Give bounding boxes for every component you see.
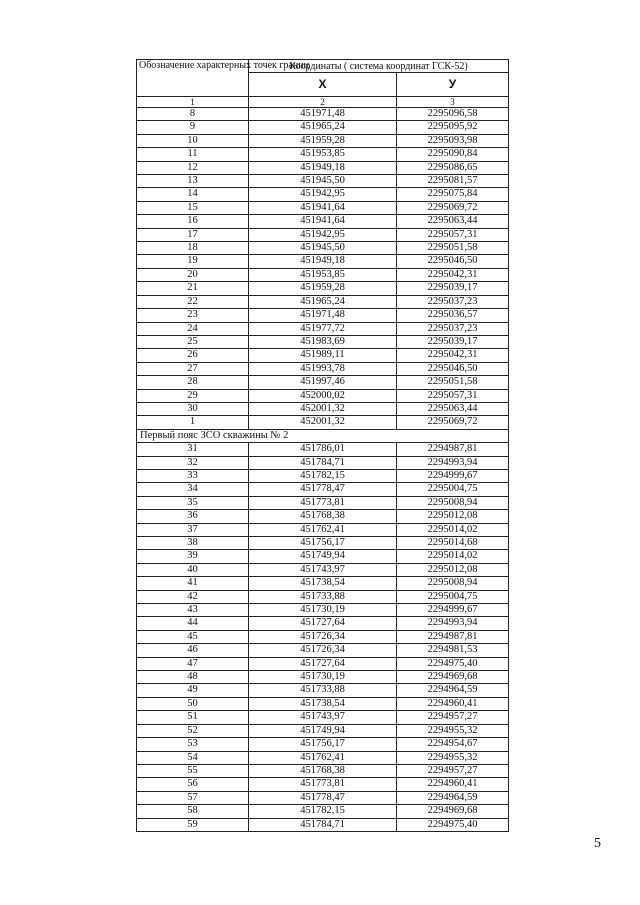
coord-x: 451727,64 <box>249 617 397 630</box>
table-row <box>137 443 509 456</box>
point-number: 17 <box>137 228 249 241</box>
coord-x: 451959,28 <box>249 282 397 295</box>
table-row <box>137 764 509 777</box>
table-row <box>137 791 509 804</box>
table-row <box>137 604 509 617</box>
coord-x: 451782,15 <box>249 805 397 818</box>
coord-y: 2295086,65 <box>397 161 509 174</box>
point-number: 10 <box>137 134 249 147</box>
column-number-3: 3 <box>397 97 509 108</box>
table-row <box>137 322 509 335</box>
coord-x: 451727,64 <box>249 657 397 670</box>
table-row <box>137 148 509 161</box>
coord-x: 451762,41 <box>249 523 397 536</box>
header-y: У <box>397 73 509 97</box>
table-row <box>137 402 509 415</box>
point-number: 9 <box>137 121 249 134</box>
point-number: 45 <box>137 630 249 643</box>
coord-x: 451993,78 <box>249 362 397 375</box>
coord-y: 2295042,31 <box>397 268 509 281</box>
table-row <box>137 349 509 362</box>
point-number: 36 <box>137 510 249 523</box>
table-row <box>137 751 509 764</box>
table-row <box>137 657 509 670</box>
point-number: 12 <box>137 161 249 174</box>
point-number: 48 <box>137 671 249 684</box>
table-row <box>137 215 509 228</box>
point-number: 56 <box>137 778 249 791</box>
header-x: X <box>249 73 397 97</box>
coord-x: 451983,69 <box>249 335 397 348</box>
coord-y: 2294964,59 <box>397 684 509 697</box>
point-number: 13 <box>137 175 249 188</box>
point-number: 23 <box>137 309 249 322</box>
section-row <box>137 429 509 442</box>
coord-x: 452001,32 <box>249 416 397 429</box>
point-number: 41 <box>137 577 249 590</box>
table-row <box>137 644 509 657</box>
point-number: 43 <box>137 604 249 617</box>
coord-y: 2294999,67 <box>397 604 509 617</box>
point-number: 53 <box>137 738 249 751</box>
point-number: 29 <box>137 389 249 402</box>
coord-y: 2294957,27 <box>397 764 509 777</box>
table-row <box>137 255 509 268</box>
coord-y: 2295012,08 <box>397 510 509 523</box>
coord-x: 451784,71 <box>249 818 397 831</box>
coord-x: 451942,95 <box>249 228 397 241</box>
coord-x: 451971,48 <box>249 108 397 121</box>
coord-x: 451941,64 <box>249 201 397 214</box>
table-row <box>137 617 509 630</box>
table-row <box>137 563 509 576</box>
coord-x: 451953,85 <box>249 148 397 161</box>
point-number: 28 <box>137 376 249 389</box>
coord-y: 2294964,59 <box>397 791 509 804</box>
point-number: 32 <box>137 456 249 469</box>
point-number: 38 <box>137 537 249 550</box>
table-row <box>137 590 509 603</box>
coord-y: 2295039,17 <box>397 282 509 295</box>
point-number: 20 <box>137 268 249 281</box>
coord-y: 2295004,75 <box>397 590 509 603</box>
coord-y: 2294981,53 <box>397 644 509 657</box>
point-number: 16 <box>137 215 249 228</box>
table-row <box>137 161 509 174</box>
coord-x: 451773,81 <box>249 496 397 509</box>
table-row <box>137 724 509 737</box>
point-number: 8 <box>137 108 249 121</box>
coord-x: 451726,34 <box>249 644 397 657</box>
coord-x: 451784,71 <box>249 456 397 469</box>
table-row <box>137 362 509 375</box>
table-row <box>137 818 509 831</box>
table-row <box>137 309 509 322</box>
coord-y: 2295014,68 <box>397 537 509 550</box>
table-row <box>137 335 509 348</box>
point-number: 52 <box>137 724 249 737</box>
point-number: 18 <box>137 242 249 255</box>
coord-x: 451989,11 <box>249 349 397 362</box>
column-number-2: 2 <box>249 97 397 108</box>
coord-y: 2295095,92 <box>397 121 509 134</box>
coord-y: 2295037,23 <box>397 295 509 308</box>
coord-y: 2294969,68 <box>397 805 509 818</box>
coord-y: 2295014,02 <box>397 523 509 536</box>
coord-x: 451953,85 <box>249 268 397 281</box>
coord-x: 451733,88 <box>249 590 397 603</box>
point-number: 25 <box>137 335 249 348</box>
coord-y: 2295075,84 <box>397 188 509 201</box>
point-number: 54 <box>137 751 249 764</box>
point-number: 22 <box>137 295 249 308</box>
coord-x: 451749,94 <box>249 550 397 563</box>
header-row <box>137 60 509 73</box>
coord-x: 451768,38 <box>249 510 397 523</box>
coord-y: 2294999,67 <box>397 469 509 482</box>
table-row <box>137 630 509 643</box>
coordinates-table <box>136 59 509 832</box>
point-number: 37 <box>137 523 249 536</box>
coord-y: 2294954,67 <box>397 738 509 751</box>
coord-x: 451778,47 <box>249 483 397 496</box>
coord-y: 2294960,41 <box>397 697 509 710</box>
coord-y: 2294993,94 <box>397 617 509 630</box>
coord-x: 451941,64 <box>249 215 397 228</box>
table-row <box>137 537 509 550</box>
table-row <box>137 697 509 710</box>
table-row <box>137 738 509 751</box>
coord-y: 2294957,27 <box>397 711 509 724</box>
point-number: 14 <box>137 188 249 201</box>
point-number: 35 <box>137 496 249 509</box>
point-number: 27 <box>137 362 249 375</box>
table-row <box>137 268 509 281</box>
point-number: 51 <box>137 711 249 724</box>
table-row <box>137 523 509 536</box>
point-number: 15 <box>137 201 249 214</box>
table-row <box>137 550 509 563</box>
coord-y: 2295036,57 <box>397 309 509 322</box>
point-number: 50 <box>137 697 249 710</box>
coord-x: 451965,24 <box>249 121 397 134</box>
table-row <box>137 711 509 724</box>
coord-x: 451945,50 <box>249 242 397 255</box>
section-label: Первый пояс ЗСО скважины № 2 <box>137 429 509 442</box>
point-number: 55 <box>137 764 249 777</box>
coord-x: 451782,15 <box>249 469 397 482</box>
table-row <box>137 805 509 818</box>
point-number: 58 <box>137 805 249 818</box>
point-number: 59 <box>137 818 249 831</box>
point-number: 1 <box>137 416 249 429</box>
table-row <box>137 295 509 308</box>
coord-y: 2295008,94 <box>397 496 509 509</box>
table-row <box>137 416 509 429</box>
coord-y: 2295046,50 <box>397 255 509 268</box>
coord-x: 451738,54 <box>249 697 397 710</box>
table-row <box>137 496 509 509</box>
coord-x: 452001,32 <box>249 402 397 415</box>
coord-x: 451965,24 <box>249 295 397 308</box>
header-coordinates-system: Координаты ( система координат ГСК-52) <box>249 60 509 73</box>
coord-y: 2295081,57 <box>397 175 509 188</box>
coord-y: 2295063,44 <box>397 402 509 415</box>
table-row <box>137 778 509 791</box>
point-number: 42 <box>137 590 249 603</box>
coord-y: 2294969,68 <box>397 671 509 684</box>
coord-x: 451726,34 <box>249 630 397 643</box>
point-number: 31 <box>137 443 249 456</box>
point-number: 34 <box>137 483 249 496</box>
point-number: 24 <box>137 322 249 335</box>
coord-y: 2295063,44 <box>397 215 509 228</box>
coord-y: 2295051,58 <box>397 242 509 255</box>
coord-x: 451762,41 <box>249 751 397 764</box>
coord-x: 451756,17 <box>249 738 397 751</box>
coord-y: 2294955,32 <box>397 751 509 764</box>
coord-y: 2295004,75 <box>397 483 509 496</box>
point-number: 11 <box>137 148 249 161</box>
table-row <box>137 201 509 214</box>
coord-x: 452000,02 <box>249 389 397 402</box>
coord-x: 451773,81 <box>249 778 397 791</box>
column-number-1: 1 <box>137 97 249 108</box>
table-row <box>137 175 509 188</box>
point-number: 26 <box>137 349 249 362</box>
coord-x: 451733,88 <box>249 684 397 697</box>
coord-y: 2295069,72 <box>397 416 509 429</box>
header-point-designation: Обозначение характерных точек границ <box>137 60 249 97</box>
coord-x: 451756,17 <box>249 537 397 550</box>
coord-x: 451786,01 <box>249 443 397 456</box>
coord-y: 2295008,94 <box>397 577 509 590</box>
point-number: 39 <box>137 550 249 563</box>
coord-y: 2295037,23 <box>397 322 509 335</box>
coord-y: 2295069,72 <box>397 201 509 214</box>
coord-x: 451768,38 <box>249 764 397 777</box>
coord-y: 2294987,81 <box>397 630 509 643</box>
table-row <box>137 242 509 255</box>
coord-y: 2294975,40 <box>397 818 509 831</box>
table-row <box>137 671 509 684</box>
table-row <box>137 134 509 147</box>
coord-y: 2295042,31 <box>397 349 509 362</box>
table-row <box>137 510 509 523</box>
point-number: 33 <box>137 469 249 482</box>
table-row <box>137 282 509 295</box>
coord-x: 451977,72 <box>249 322 397 335</box>
table-row <box>137 228 509 241</box>
point-number: 44 <box>137 617 249 630</box>
coord-x: 451743,97 <box>249 711 397 724</box>
point-number: 21 <box>137 282 249 295</box>
table-row <box>137 121 509 134</box>
coord-y: 2295096,58 <box>397 108 509 121</box>
point-number: 49 <box>137 684 249 697</box>
coord-x: 451945,50 <box>249 175 397 188</box>
coord-x: 451997,46 <box>249 376 397 389</box>
coord-y: 2295090,84 <box>397 148 509 161</box>
coord-x: 451778,47 <box>249 791 397 804</box>
coord-y: 2295093,98 <box>397 134 509 147</box>
page-number: 5 <box>594 836 601 851</box>
table-row <box>137 389 509 402</box>
coordinates-table-wrapper <box>136 59 508 832</box>
coord-y: 2295014,02 <box>397 550 509 563</box>
coord-y: 2294993,94 <box>397 456 509 469</box>
table-row <box>137 188 509 201</box>
table-row <box>137 483 509 496</box>
point-number: 30 <box>137 402 249 415</box>
coord-x: 451942,95 <box>249 188 397 201</box>
coord-y: 2295057,31 <box>397 389 509 402</box>
coord-x: 451730,19 <box>249 604 397 617</box>
coord-y: 2295046,50 <box>397 362 509 375</box>
coord-y: 2295039,17 <box>397 335 509 348</box>
point-number: 40 <box>137 563 249 576</box>
table-row <box>137 684 509 697</box>
point-number: 19 <box>137 255 249 268</box>
coord-x: 451738,54 <box>249 577 397 590</box>
table-row <box>137 469 509 482</box>
point-number: 46 <box>137 644 249 657</box>
coord-y: 2294987,81 <box>397 443 509 456</box>
coord-y: 2295057,31 <box>397 228 509 241</box>
table-row <box>137 456 509 469</box>
column-number-row <box>137 97 509 108</box>
coord-y: 2295051,58 <box>397 376 509 389</box>
coord-x: 451971,48 <box>249 309 397 322</box>
coord-y: 2294955,32 <box>397 724 509 737</box>
point-number: 57 <box>137 791 249 804</box>
table-row <box>137 108 509 121</box>
coord-y: 2294960,41 <box>397 778 509 791</box>
coord-x: 451749,94 <box>249 724 397 737</box>
coord-x: 451730,19 <box>249 671 397 684</box>
coord-x: 451743,97 <box>249 563 397 576</box>
point-number: 47 <box>137 657 249 670</box>
table-row <box>137 577 509 590</box>
coord-x: 451949,18 <box>249 161 397 174</box>
table-row <box>137 376 509 389</box>
coord-y: 2294975,40 <box>397 657 509 670</box>
coord-x: 451949,18 <box>249 255 397 268</box>
coord-x: 451959,28 <box>249 134 397 147</box>
coord-y: 2295012,08 <box>397 563 509 576</box>
